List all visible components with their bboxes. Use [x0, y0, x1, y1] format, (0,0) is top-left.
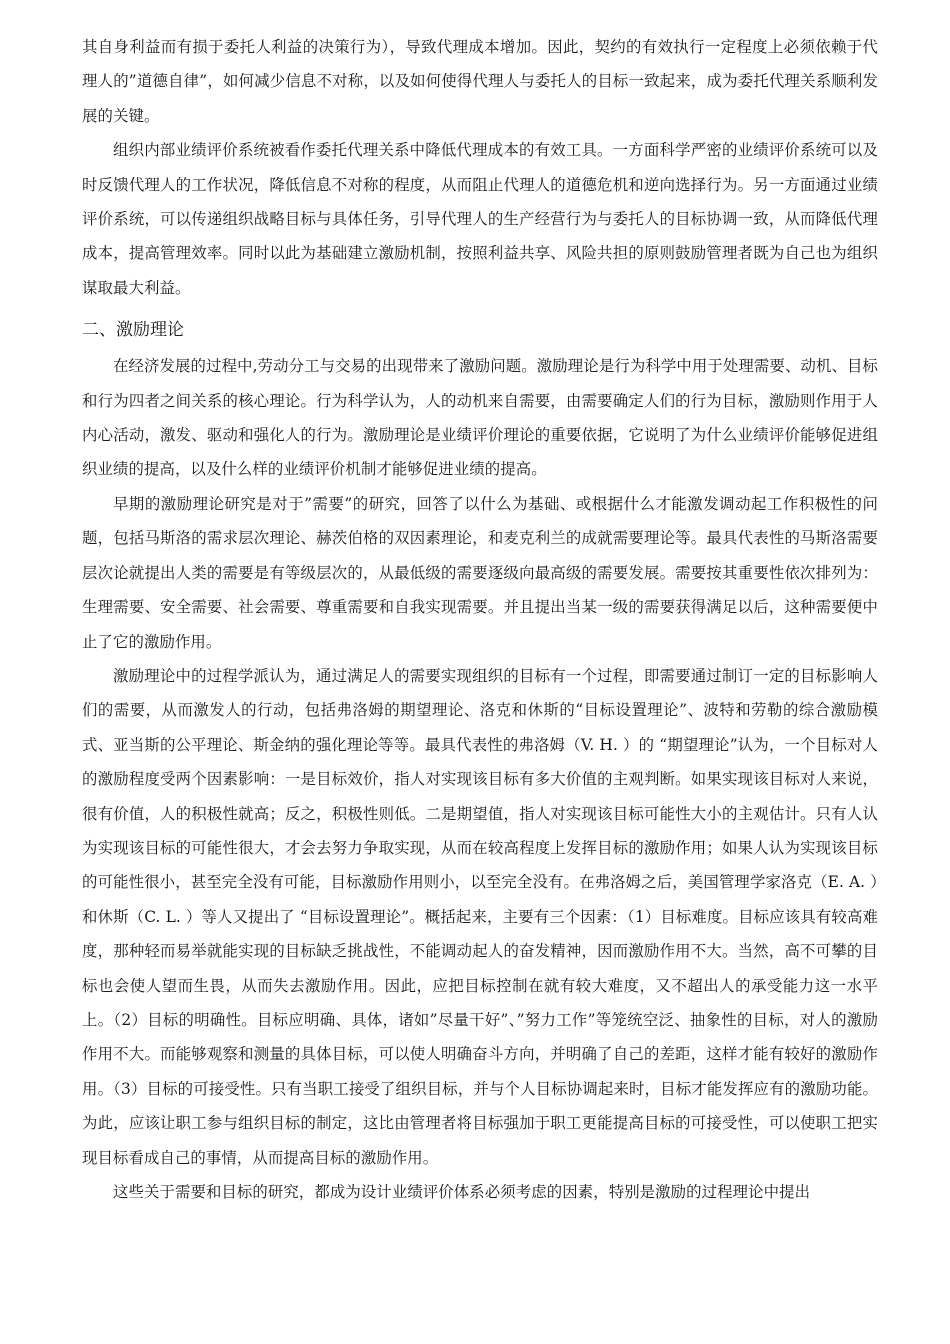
paragraph-continuation: 这些关于需要和目标的研究，都成为设计业绩评价体系必须考虑的因素，特别是激励的过程理论中提出 — [113, 1183, 811, 1201]
section-heading-incentive-theory: 二、激励理论 — [82, 320, 184, 341]
paragraph-agency-cost-conclusion: 其自身利益而有损于委托人利益的决策行为），导致代理成本增加。因此，契约的有效执行一定程度上必须依赖于代理人的”道德自律”，如何减少信息不对称，以及如何使得代理人与委托人的目标一致起来，成为委托代理关系顺利发展的关键。 — [82, 38, 878, 125]
paragraph-incentive-theory-intro: 在经济发展的过程中,劳动分工与交易的出现带来了激励问题。激励理论是行为科学中用于处理需要、动机、目标和行为四者之间关系的核心理论。行为科学认为，人的动机来自需要，由需要确定人们的行为目标，激励则作用于人内心活动，激发、驱动和强化人的行为。激励理论是业绩评价理论的重要依据，它说明了为什么业绩评价能够促进组织业绩的提高，以及什么样的业绩评价机制才能够促进业绩的提高。 — [82, 357, 878, 479]
paragraph-performance-evaluation-tool: 组织内部业绩评价系统被看作委托代理关系中降低代理成本的有效工具。一方面科学严密的业绩评价系统可以及时反馈代理人的工作状况，降低信息不对称的程度，从而阻止代理人的道德危机和逆向选择行为。另一方面通过业绩评价系统，可以传递组织战略目标与具体任务，引导代理人的生产经营行为与委托人的目标协调一致，从而降低代理成本，提高管理效率。同时以此为基础建立激励机制，按照利益共享、风险共担的原则鼓励管理者既为自己也为组织谋取最大利益。 — [82, 141, 878, 297]
paragraph-needs-theory: 早期的激励理论研究是对于”需要”的研究，回答了以什么为基础、或根据什么才能激发调动起工作积极性的问题，包括马斯洛的需求层次理论、赫茨伯格的双因素理论，和麦克利兰的成就需要理论等。最具代表性的马斯洛需要层次论就提出人类的需要是有等级层次的，从最低级的需要逐级向最高级的需要发展。需要按其重要性依次排列为：生理需要、安全需要、社会需要、尊重需要和自我实现需要。并且提出当某一级的需要获得满足以后，这种需要便中止了它的激励作用。 — [82, 494, 878, 651]
paragraph-process-theory: 激励理论中的过程学派认为，通过满足人的需要实现组织的目标有一个过程，即需要通过制订一定的目标影响人们的需要，从而激发人的行动，包括弗洛姆的期望理论、洛克和休斯的“目标设置理论”、波特和劳勒的综合激励模式、亚当斯的公平理论、斯金纳的强化理论等等。最具代表性的弗洛姆（V. H. ）的 “期望理论”认为，一个目标对人的激励程度受两个因素影响：一是目标效价，指人对实现该目标有多大价值的主观判断。如果实现该目标对人来说，很有价值，人的积极性就高；反之，积极性则低。二是期望值，指人对实现该目标可能性大小的主观估计。只有人认为实现该目标的可能性很大，才会去努力争取实现，从而在较高程度上发挥目标的激励作用；如果人认为实现该目标的可能性很小，甚至完全没有可能，目标激励作用则小，以至完全没有。在弗洛姆之后，美国管理学家洛克（E. A. ）和休斯（C. L. ）等人又提出了 “目标设置理论”。概括起来，主要有三个因素：（1）目标难度。目标应该具有较高难度，那种轻而易举就能实现的目标缺乏挑战性，不能调动起人的奋发精神，因而激励作用不大。当然，高不可攀的目标也会使人望而生畏，从而失去激励作用。因此，应把目标控制在就有较大难度，又不超出人的承受能力这一水平上。（2）目标的明确性。目标应明确、具体，诸如”尽量干好”、”努力工作”等笼统空泛、抽象性的目标，对人的激励作用不大。而能够观察和测量的具体目标，可以使人明确奋斗方向，并明确了自己的差距，这样才能有较好的激励作用。（3）目标的可接受性。只有当职工接受了组织目标，并与个人目标协调起来时，目标才能发挥应有的激励功能。为此，应该让职工参与组织目标的制定，这比由管理者将目标强加于职工更能提高目标的可接受性，可以使职工把实现目标看成自己的事情，从而提高目标的激励作用。 — [82, 666, 878, 1167]
document-page — [82, 30, 878, 1209]
